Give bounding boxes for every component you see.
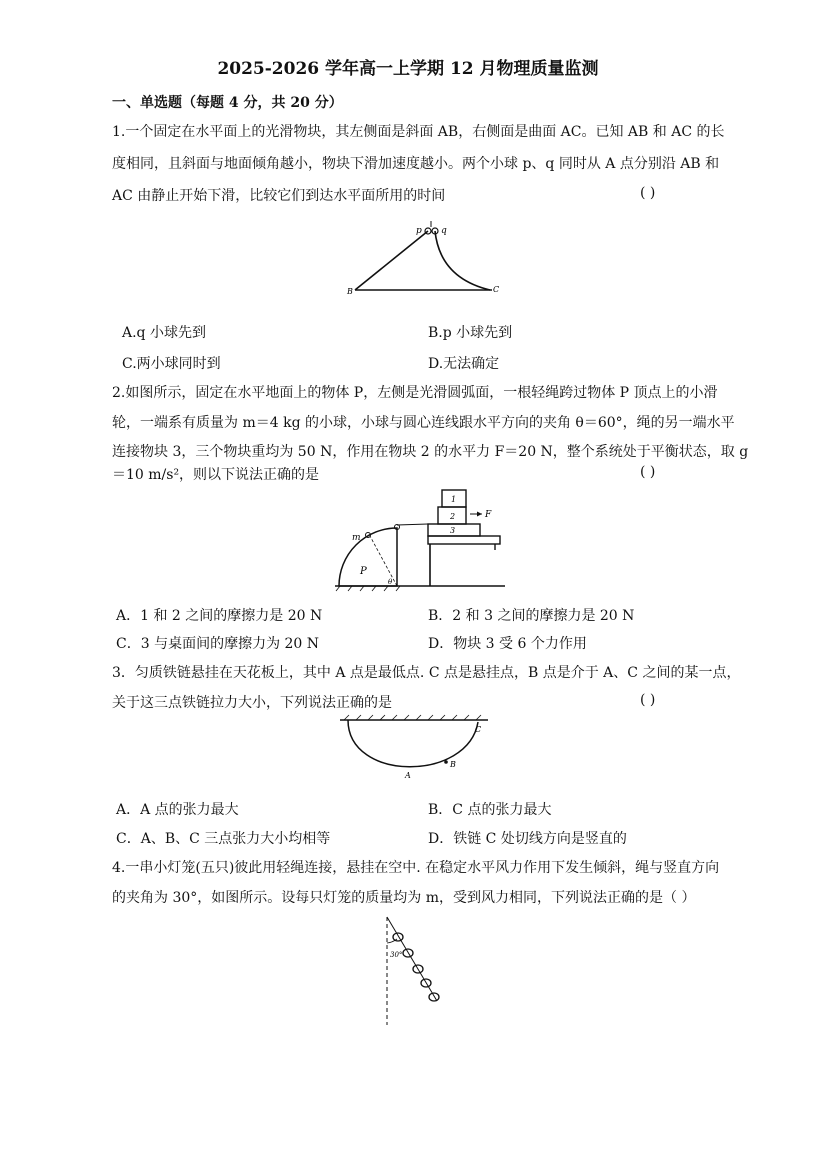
label-f: F — [485, 510, 492, 520]
question-1-figure — [340, 218, 510, 298]
label-block-3: 3 — [450, 526, 456, 535]
question-2-figure — [330, 486, 510, 596]
question-2-option-c[interactable]: C．3 与桌面间的摩擦力为 20 N — [116, 636, 320, 652]
question-2-line-2: 轮，一端系有质量为 m＝4 kg 的小球，小球与圆心连线跟水平方向的夹角 θ＝60°，绳的另一端水平 — [112, 415, 735, 431]
section-heading: 一、单选题（每题 4 分，共 20 分） — [112, 95, 343, 111]
question-1-option-c[interactable]: C.两小球同时到 — [122, 356, 221, 372]
label-m: m — [352, 533, 361, 543]
label-b: B — [347, 287, 353, 296]
label-b: B — [450, 760, 456, 769]
question-2-line-3: 连接物块 3，三个物块重均为 50 N，作用在物块 2 的水平力 F＝20 N，整个系统处于平衡状态，取 g — [112, 444, 749, 460]
question-3-option-c[interactable]: C．A、B、C 三点张力大小均相等 — [116, 831, 331, 847]
label-block-1: 1 — [451, 495, 457, 504]
question-3-answer-blank: ( ) — [640, 692, 656, 708]
question-1-answer-blank: ( ) — [640, 185, 656, 201]
label-p: P — [360, 566, 367, 577]
label-angle: 30° — [390, 951, 403, 959]
question-3-figure — [338, 712, 498, 784]
question-1-option-a[interactable]: A.q 小球先到 — [122, 325, 206, 341]
question-3-option-d[interactable]: D．铁链 C 处切线方向是竖直的 — [428, 831, 627, 847]
question-4-line-2: 的夹角为 30°，如图所示。设每只灯笼的质量均为 m，受到风力相同，下列说法正确的是（ ） — [112, 890, 696, 906]
label-block-2: 2 — [450, 512, 456, 521]
question-1-line-1: 1.一个固定在水平面上的光滑物块，其左侧面是斜面 AB，右侧面是曲面 AC。已知 AB 和 AC 的长 — [112, 124, 725, 140]
question-2-answer-blank: ( ) — [640, 464, 656, 480]
question-2-option-a[interactable]: A．1 和 2 之间的摩擦力是 20 N — [116, 608, 323, 624]
question-4-figure — [375, 915, 455, 1030]
question-1-option-d[interactable]: D.无法确定 — [428, 356, 500, 372]
question-3-line-1: 3．匀质铁链悬挂在天花板上，其中 A 点是最低点. C 点是悬挂点，B 点是介于 A、C 之间的某一点， — [112, 665, 741, 681]
label-p: p — [416, 226, 422, 236]
question-2-option-d[interactable]: D．物块 3 受 6 个力作用 — [428, 636, 587, 652]
question-2-option-b[interactable]: B．2 和 3 之间的摩擦力是 20 N — [428, 608, 635, 624]
question-3-line-2: 关于这三点铁链拉力大小，下列说法正确的是 — [112, 695, 392, 711]
question-1-line-3: AC 由静止开始下滑，比较它们到达水平面所用的时间 — [112, 188, 446, 204]
label-c: C — [493, 285, 500, 294]
question-3-option-a[interactable]: A．A 点的张力最大 — [116, 802, 239, 818]
question-1-line-2: 度相同，且斜面与地面倾角越小，物块下滑加速度越小。两个小球 p、q 同时从 A 点分别沿 AB 和 — [112, 156, 720, 172]
question-1-option-b[interactable]: B.p 小球先到 — [428, 325, 513, 341]
question-4-line-1: 4.一串小灯笼(五只)彼此用轻绳连接，悬挂在空中. 在稳定水平风力作用下发生倾斜，绳与竖直方向 — [112, 860, 720, 876]
question-2-line-4: ＝10 m/s²，则以下说法正确的是 — [112, 467, 320, 483]
question-3-option-b[interactable]: B．C 点的张力最大 — [428, 802, 552, 818]
label-q: q — [441, 226, 447, 236]
label-theta: θ — [388, 578, 393, 586]
label-c: C — [475, 725, 482, 734]
page-title: 2025-2026 学年高一上学期 12 月物理质量监测 — [217, 59, 599, 79]
label-a: A — [405, 771, 411, 780]
question-2-line-1: 2.如图所示，固定在水平地面上的物体 P，左侧是光滑圆弧面，一根轻绳跨过物体 P 顶点上的小滑 — [112, 385, 718, 401]
